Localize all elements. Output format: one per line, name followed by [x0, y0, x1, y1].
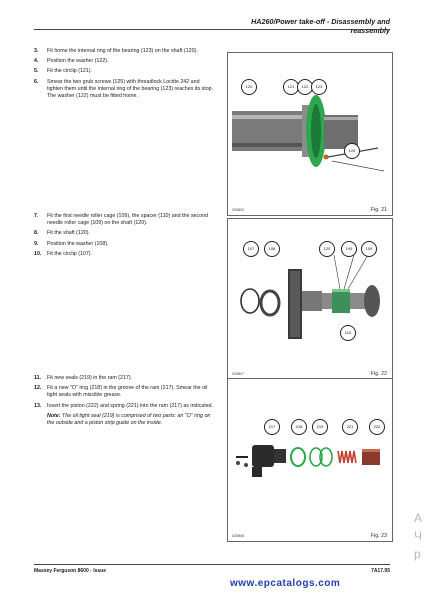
- callout-218: 218: [291, 419, 307, 435]
- step-item: [34, 241, 214, 248]
- step-text: Smear the two grub screws (125) with threadlock Loctite 242 and tighten them until the internal ring of the bearing (123) reaches its stop. The washer (122) must be fitted home.: [47, 78, 214, 100]
- callout-125: 125: [344, 143, 360, 159]
- step-number: 11.: [34, 375, 42, 381]
- figure-21: [227, 52, 393, 216]
- step-text: Fit the circlip (121).: [47, 68, 93, 75]
- step-text: Fit the first needle roller cage (109), the spacer (110) and the second needle roller cage (109) on the shaft (120).: [47, 213, 208, 227]
- step-item: [34, 375, 214, 382]
- step-text: Position the washer (122).: [47, 58, 109, 65]
- footer-divider: [34, 564, 390, 565]
- callout-222: 222: [369, 419, 385, 435]
- edge-char: Ч: [414, 529, 422, 543]
- callout-121: 121: [283, 79, 299, 95]
- step-item: [34, 79, 214, 101]
- note-paragraph: [47, 413, 214, 427]
- step-number: 13.: [34, 402, 42, 409]
- figure-22: [227, 218, 393, 380]
- step-item: [34, 230, 214, 237]
- step-text: Insert the piston (222) and spring (221) into the ram (217) as indicated.: [47, 402, 214, 409]
- figure-caption: Fig. 21: [370, 207, 387, 213]
- callout-120: 120: [241, 79, 257, 95]
- step-text: Position the washer (108).: [47, 240, 109, 247]
- instruction-list-2: [34, 213, 214, 261]
- step-number: 9.: [34, 240, 39, 247]
- step-item: [34, 251, 214, 258]
- step-text: Fit the shaft (120).: [47, 230, 90, 237]
- callout-107: 107: [243, 241, 259, 257]
- figure-caption: Fig. 22: [370, 371, 387, 377]
- note-text: The oil tight seal (219) is comprised of two parts: an "O" ring on the outside and a piston strip guide on the inside.: [47, 412, 211, 427]
- callout-217: 217: [264, 419, 280, 435]
- step-text: Fit the circlip (107).: [47, 250, 93, 257]
- edge-text: [414, 509, 424, 563]
- callout-221: 221: [342, 419, 358, 435]
- edge-char: А: [414, 511, 423, 525]
- callout-110: 110: [340, 325, 356, 341]
- instruction-list-3: [34, 375, 214, 427]
- watermark-url: www.epcatalogs.com: [230, 578, 341, 589]
- step-item: [34, 68, 214, 75]
- step-text: Fit new seals (219) in the ram (217).: [47, 375, 133, 381]
- callout-108: 108: [264, 241, 280, 257]
- step-number: 3.: [34, 48, 39, 54]
- edge-char: р: [414, 547, 421, 561]
- step-text: Fit a new "O" ring (218) in the groove of the ram (217). Smear the oil tight seals with miscible grease.: [47, 385, 208, 399]
- figure-23: [227, 378, 393, 542]
- header-divider: [34, 29, 390, 30]
- callout-109-second: 109: [361, 241, 377, 257]
- step-number: 4.: [34, 58, 39, 65]
- page-title: HA260/Power take-off - Disassembly and reassembly: [251, 17, 390, 35]
- figure-code: 02SM07: [232, 372, 244, 376]
- step-number: 5.: [34, 68, 39, 75]
- step-number: 10.: [34, 250, 42, 257]
- step-item: [34, 213, 214, 227]
- step-item: [34, 385, 214, 399]
- footer-document-name: Massey Ferguson 8600 - Issue: [34, 568, 106, 574]
- step-number: 12.: [34, 385, 42, 392]
- note-label: Note:: [47, 412, 61, 419]
- step-item: [34, 403, 214, 410]
- step-item: [34, 48, 214, 55]
- step-number: 8.: [34, 230, 39, 237]
- step-number: 7.: [34, 213, 39, 219]
- callout-219: 219: [312, 419, 328, 435]
- step-number: 6.: [34, 78, 39, 85]
- figure-caption: Fig. 23: [370, 533, 387, 539]
- figure-code: 02SM03: [232, 208, 244, 212]
- footer-page-number: 7A17.95: [371, 568, 390, 574]
- instruction-list-1: [34, 48, 214, 103]
- figure-code: 02SM08: [232, 534, 244, 538]
- ram-seals-illustration: [228, 379, 392, 541]
- callout-109: 109: [341, 241, 357, 257]
- step-item: [34, 58, 214, 65]
- step-text: Fit home the internal ring of the bearing (123) on the shaft (120).: [47, 48, 198, 54]
- callout-123: 123: [311, 79, 327, 95]
- callout-120: 120: [319, 241, 335, 257]
- shaft-bearing-illustration: [228, 53, 392, 215]
- callout-122: 122: [297, 79, 313, 95]
